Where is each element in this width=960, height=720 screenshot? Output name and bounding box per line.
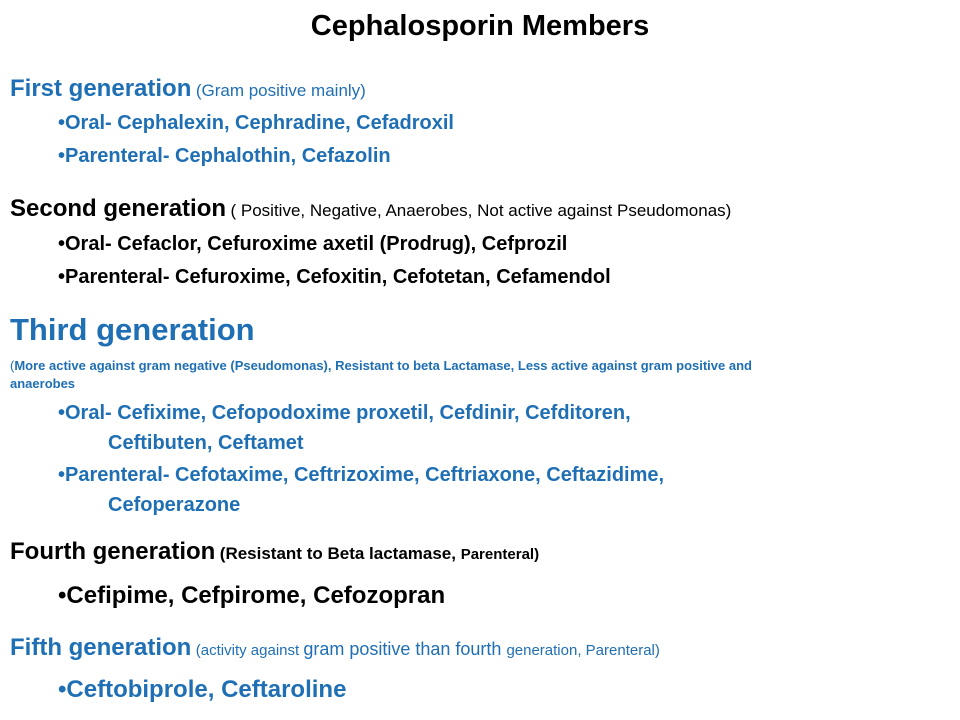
fifth-generation-note-part2: gram positive than fourth	[303, 639, 507, 659]
third-generation-parenteral-bullet-continuation: Cefoperazone	[108, 494, 241, 516]
second-generation-parenteral-bullet: •Parenteral- Cefuroxime, Cefoxitin, Cefotetan, Cefamendol	[58, 266, 611, 288]
third-generation-parenteral-bullet: •Parenteral- Cefotaxime, Ceftrizoxime, Ceftriaxone, Ceftazidime,	[58, 464, 665, 486]
fourth-generation-heading-line	[10, 538, 539, 566]
third-generation-note-text: More active against gram negative (Pseudomonas), Resistant to beta Lactamase, Less active against gram positive and	[14, 358, 752, 373]
first-generation-heading-line	[10, 75, 366, 103]
third-generation-note-paren: (	[10, 358, 15, 373]
first-generation-note: (Gram positive mainly)	[195, 81, 366, 100]
first-generation-parenteral-bullet: •Parenteral- Cephalothin, Cefazolin	[58, 145, 391, 167]
second-generation-note: ( Positive, Negative, Anaerobes, Not active against Pseudomonas)	[230, 201, 732, 220]
fifth-generation-heading: Fifth generation	[10, 634, 192, 661]
fourth-generation-note: (Resistant to Beta lactamase,	[219, 544, 461, 563]
fourth-generation-note-parenteral: Parenteral)	[460, 546, 540, 563]
third-generation-heading: Third generation	[10, 312, 255, 347]
second-generation-heading: Second generation	[10, 195, 227, 222]
first-generation-heading: First generation	[10, 75, 192, 102]
fifth-generation-note-part3: generation, Parenteral)	[506, 642, 660, 659]
second-generation-oral-bullet: •Oral- Cefaclor, Cefuroxime axetil (Prodrug), Cefprozil	[58, 233, 568, 255]
third-generation-oral-bullet: •Oral- Cefixime, Cefopodoxime proxetil, Cefdinir, Cefditoren,	[58, 402, 631, 424]
fourth-generation-bullet: •Cefipime, Cefpirome, Cefozopran	[58, 582, 446, 609]
third-generation-note-line2: anaerobes	[10, 376, 76, 391]
first-generation-oral-bullet: •Oral- Cephalexin, Cephradine, Cefadroxil	[58, 112, 454, 134]
page-title: Cephalosporin Members	[310, 10, 650, 42]
second-generation-heading-line	[10, 195, 731, 223]
third-generation-note-line1	[10, 358, 752, 373]
third-generation-oral-bullet-continuation: Ceftibuten, Ceftamet	[108, 432, 304, 454]
fifth-generation-bullet: •Ceftobiprole, Ceftaroline	[58, 676, 347, 703]
fourth-generation-heading: Fourth generation	[10, 538, 216, 565]
fifth-generation-note-part1: (activity against	[195, 642, 304, 659]
fifth-generation-heading-line	[10, 634, 660, 662]
